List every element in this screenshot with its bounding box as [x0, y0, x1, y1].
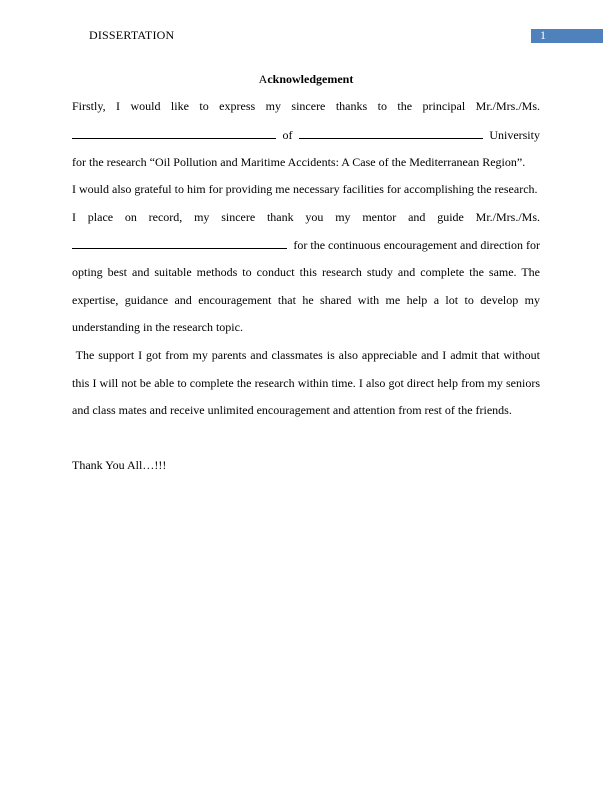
para1-line3: for the research “Oil Pollution and Maritime Accidents: A Case of the Mediterranean Region”.	[72, 155, 526, 169]
para1-line2	[72, 126, 540, 142]
closing-line: Thank You All…!!!	[72, 458, 167, 472]
acknowledgement-heading	[0, 72, 612, 87]
university-word: University	[489, 128, 540, 142]
para1-line1: Firstly, I would like to express my sincere thanks to the principal Mr./Mrs./Ms.	[72, 99, 540, 113]
principal-name-blank	[72, 126, 276, 139]
para3-line2-tail: for the continuous encouragement and direction for	[293, 238, 540, 252]
page-number: 1	[540, 28, 546, 42]
para2-line1: I would also grateful to him for providing me necessary facilities for accomplishing the research.	[72, 182, 538, 196]
of-word: of	[282, 128, 293, 142]
heading-first-letter: A	[258, 72, 268, 86]
para3-line5: understanding in the research topic.	[72, 320, 243, 334]
page-number-box	[531, 29, 603, 43]
para3-line3: opting best and suitable methods to conduct this research study and complete the same. The	[72, 265, 540, 279]
para3-line4: expertise, guidance and encouragement that he shared with me help a lot to develop my	[72, 293, 540, 307]
heading-rest: cknowledgement	[267, 72, 354, 86]
para3-line2	[72, 236, 540, 252]
university-name-blank	[299, 126, 483, 139]
running-header-title: DISSERTATION	[89, 28, 175, 42]
para4-line3: and class mates and receive unlimited encouragement and attention from rest of the friends.	[72, 403, 512, 417]
para4-line1: The support I got from my parents and classmates is also appreciable and I admit that without	[72, 348, 540, 362]
para4-line2: this I will not be able to complete the research within time. I also got direct help from my seniors	[72, 376, 540, 390]
mentor-name-blank	[72, 236, 287, 249]
para3-line1: I place on record, my sincere thank you my mentor and guide Mr./Mrs./Ms.	[72, 210, 540, 224]
